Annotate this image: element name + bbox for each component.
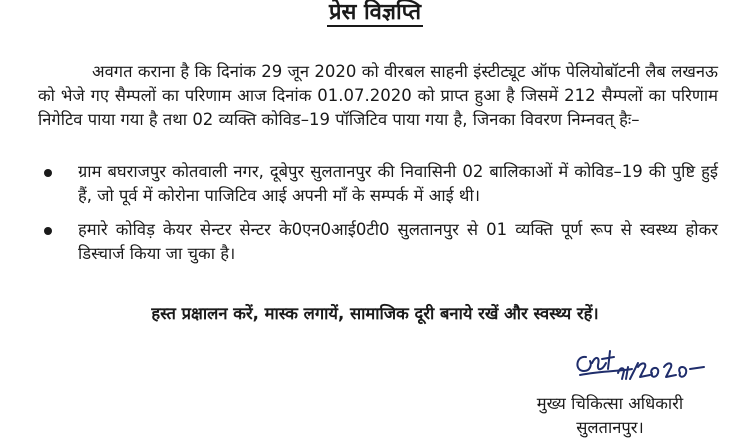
designation-title: मुख्य चिकित्सा अधिकारी bbox=[536, 394, 684, 413]
appeal-text: हस्त प्रक्षालन करें, मास्क लगायें, सामाजिक दूरी बनाये रखें और स्वस्थ्य रहें। bbox=[151, 304, 599, 323]
handwritten-signature bbox=[572, 345, 712, 385]
list-item-text: हमारे कोविड़ केयर सेन्टर सेन्टर के0एन0आई0टी0 सुलतानपुर से 01 व्यक्ति पूर्ण रूप से स्वस्थ्य होकर डिस्चार्ज किया जा चुका है। bbox=[78, 220, 718, 263]
intro-text: अवगत कराना है कि दिनांक 29 जून 2020 को वीरबल साहनी इंस्टीट्यूट ऑफ पेलियोबॉटनी लैब लखनऊ को भेजे गए सैम्पलों का परिणाम आज दिनांक 01.07.2020 को प्राप्त हुआ है जिसमें 212 सैम्पलों का परिणाम निगेटिव पाया गया है तथा 02 व्यक्ति कोविड–19 पॉजिटिव पाया गया है, जिनका विवरण निम्नवत् हैः– bbox=[38, 62, 718, 129]
list-item bbox=[38, 160, 718, 208]
intro-paragraph bbox=[38, 60, 718, 132]
details-list bbox=[38, 160, 718, 276]
designation-location: सुलतानपुर। bbox=[576, 418, 644, 437]
bullet-icon bbox=[44, 227, 52, 235]
list-item bbox=[38, 218, 718, 266]
signatory-block bbox=[510, 392, 710, 440]
title-text: प्रेस विज्ञप्ति bbox=[328, 0, 422, 25]
bullet-icon bbox=[44, 169, 52, 177]
page-title bbox=[0, 0, 750, 26]
list-item-text: ग्राम बघराजपुर कोतवाली नगर, दूबेपुर सुलतानपुर की निवासिनी 02 बालिकाओं में कोविड–19 की पुष्टि हुई हैं, जो पूर्व में कोरोना पाजिटिव आई अपनी माँ के सम्पर्क में आई थी। bbox=[78, 162, 718, 205]
